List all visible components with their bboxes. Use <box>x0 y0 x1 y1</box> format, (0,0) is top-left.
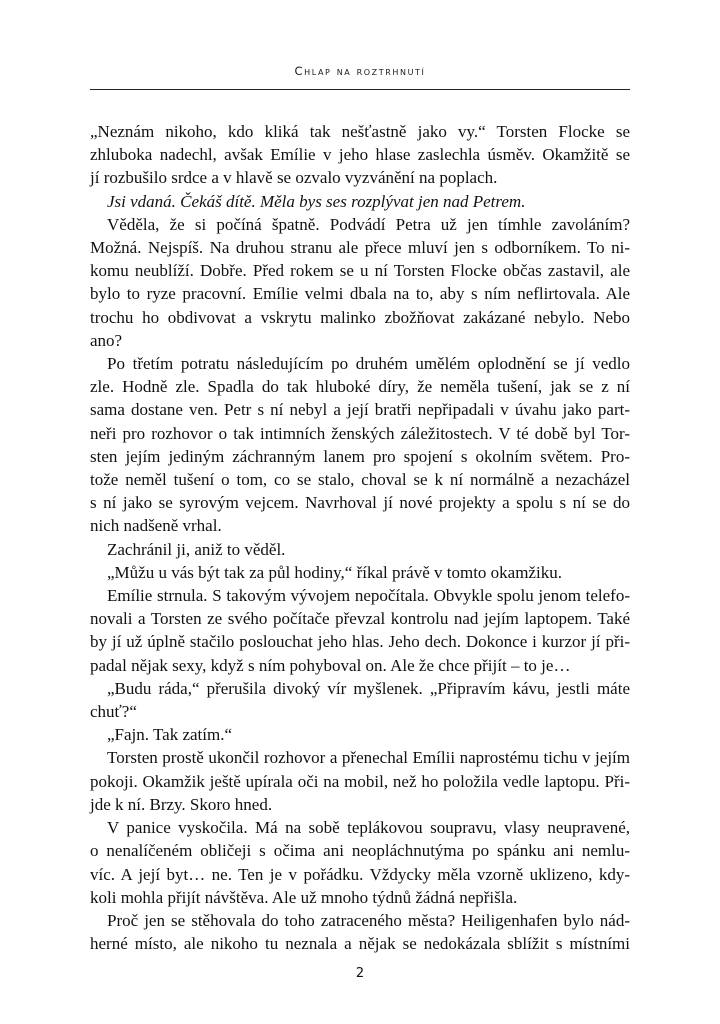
page-number: 2 <box>355 966 365 981</box>
text-line: „Neznám nikoho, kdo kliká tak nešťastně jako vy.“ Torsten Flocke se <box>90 122 630 141</box>
text-line: Jsi vdaná. Čekáš dítě. Měla bys ses rozplývat jen nad Petrem. <box>107 191 526 211</box>
text-line: bylo to ryze pracovní. Emílie velmi dbala na to, aby s ním neflirtovala. Ale <box>90 284 630 304</box>
header-rule <box>90 89 630 90</box>
text-line: chuť?“ <box>90 702 137 722</box>
text-line: jí rozbušilo srdce a v hlavě se ozvalo vyzvánění na poplach. <box>90 168 498 188</box>
paragraph <box>90 816 630 909</box>
paragraph <box>90 190 630 213</box>
text-line: pokoji. Okamžik ještě upírala oči na mobil, než ho položila vedle laptopu. Při- <box>90 771 630 791</box>
paragraph <box>90 746 630 816</box>
paragraph <box>90 584 630 677</box>
text-line: novali a Torsten ze svého počítače převzal kontrolu nad jejím laptopem. Také <box>90 609 630 629</box>
text-line: zle. Hodně zle. Spadla do tak hluboké díry, že neměla tušení, jak se z ní <box>90 377 630 397</box>
text-line: neři pro rozhovor o tak intimních ženských záležitostech. V té době byl Tor- <box>90 423 630 443</box>
text-line: Možná. Nejspíš. Na druhou stranu ale přece mluví jen s odborníkem. To ni- <box>90 238 630 258</box>
body-text <box>90 120 630 955</box>
running-title: Chlap na roztrhnutí <box>294 64 426 78</box>
paragraph <box>90 677 630 723</box>
text-line: zhluboka nadechl, avšak Emílie v jeho hlase zaslechla úsměv. Okamžitě se <box>90 145 630 165</box>
paragraph <box>90 213 630 352</box>
text-line: Proč jen se stěhovala do toho zatraceného města? Heiligenhafen bylo nád- <box>107 910 630 930</box>
text-line: herné místo, ale nikoho tu neznala a nějak se nedokázala sblížit s místními <box>90 934 630 954</box>
text-line: o nenalíčeném obličeji s očima ani neopláchnutýma po spánku ani nemlu- <box>90 841 630 861</box>
text-line: by jí už úplně stačilo poslouchat jeho hlas. Jeho dech. Dokonce i kurzor jí při- <box>90 632 630 652</box>
text-line: koli mohla přijít návštěva. Ale už mnoho týdnů žádná nepřišla. <box>90 887 518 907</box>
text-line: „Můžu u vás být tak za půl hodiny,“ říkal právě v tomto okamžiku. <box>107 562 562 582</box>
text-line: sama dostane ven. Petr s ní nebyl a její bratři nepřipadali v úvahu jako part- <box>90 400 630 420</box>
text-line: „Budu ráda,“ přerušila divoký vír myšlenek. „Připravím kávu, jestli máte <box>107 678 630 698</box>
text-line: sten jejím jediným záchranným lanem pro spojení s okolním světem. Pro- <box>90 446 630 466</box>
text-line: Emílie strnula. S takovým vývojem nepočítala. Obvykle spolu jenom telefo- <box>107 586 630 606</box>
text-line: ano? <box>90 330 123 350</box>
paragraph <box>90 909 630 955</box>
text-line: nich nadšeně vrhal. <box>90 516 222 536</box>
paragraph <box>90 723 630 746</box>
text-line: Torsten prostě ukončil rozhovor a přenechal Emílii naprostému tichu v jejím <box>107 748 630 768</box>
text-line: s ní jako se syrovým vejcem. Navrhoval jí nové projekty a spolu s ní se do <box>90 493 630 513</box>
paragraph <box>90 561 630 584</box>
text-line: Věděla, že si počíná špatně. Podvádí Petra už jen tímhle zavoláním? <box>107 214 630 234</box>
running-head <box>90 64 630 78</box>
text-line: tože neměl tušení o tom, co se stalo, choval se k ní normálně a nezacházel <box>90 470 630 490</box>
text-line: Po třetím potratu následujícím po druhém umělém oplodnění se jí vedlo <box>107 354 630 374</box>
text-line: padal nějak sexy, když s ním pohyboval on. Ale že chce přijít – to je… <box>90 655 571 675</box>
paragraph <box>90 120 630 190</box>
text-line: V panice vyskočila. Má na sobě teplákovou soupravu, vlasy neupravené, <box>107 818 630 838</box>
paragraph <box>90 352 630 538</box>
text-line: víc. A její byt… ne. Ten je v pořádku. Vždycky měla vzorně uklizeno, kdy- <box>90 864 630 884</box>
text-line: komu neublíží. Dobře. Před rokem se u ní Torsten Flocke občas zastavil, ale <box>90 261 630 281</box>
text-line: Zachránil ji, aniž to věděl. <box>107 539 286 559</box>
text-line: jde k ní. Brzy. Skoro hned. <box>90 794 273 814</box>
text-line: trochu ho obdivovat a vskrytu malinko zbožňovat zakázané nebylo. Nebo <box>90 307 630 327</box>
paragraph <box>90 538 630 561</box>
text-line: „Fajn. Tak zatím.“ <box>107 725 233 745</box>
